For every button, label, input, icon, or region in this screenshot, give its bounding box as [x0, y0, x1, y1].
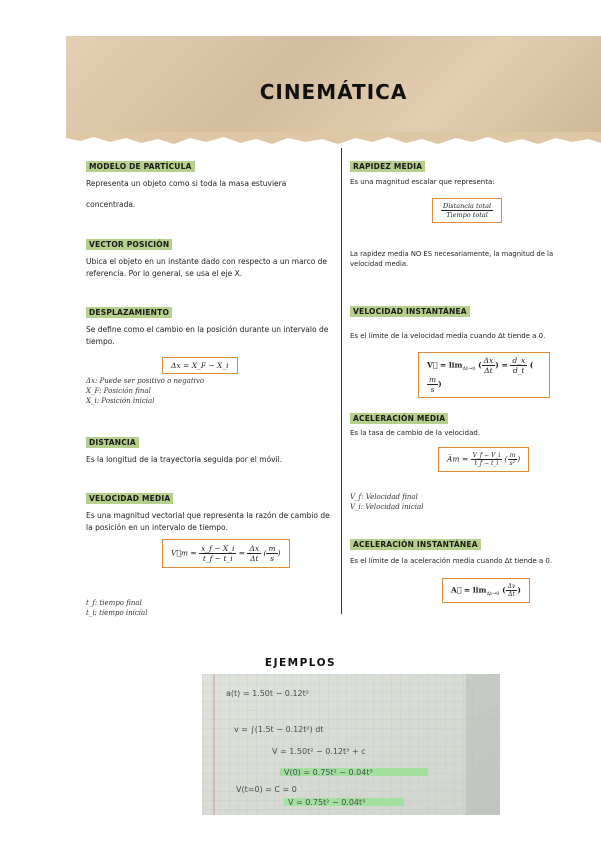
acel-media-note-2: V_i: Velocidad inicial — [350, 503, 424, 511]
modelo-text-2: concentrada. — [86, 200, 136, 209]
heading-acel-inst: ACELERACIÓN INSTANTÁNEA — [350, 539, 481, 550]
acel-media-note-1: V_f: Velocidad final — [350, 493, 418, 501]
heading-acel-media: ACELERACIÓN MEDIA — [350, 413, 448, 424]
photo-line-4: V(0) = 0.75t² − 0.04t³ — [284, 768, 373, 777]
acel-media-formula: A̅m = $\frac{V\_f - V\_i}{t\_f - t\_i}$ ( $\frac{m}{\text{s²}}$ ) — [438, 447, 529, 472]
rapidez-text-2: La rapidez media NO ES necesariamente, la magnitud de la velocidad media. — [350, 250, 554, 268]
photo-line-6: V = 0.75t² − 0.04t³ — [288, 798, 366, 807]
vel-inst-text: Es el límite de la velocidad media cuando Δt tiende a 0. — [350, 332, 546, 340]
ejemplos-title: EJEMPLOS — [264, 657, 337, 669]
torn-edge — [66, 132, 601, 146]
notebook-photo — [202, 674, 500, 815]
vector-text: Ubica el objeto en un instante dado con respecto a un marco de referencia. Por lo general, se usa el eje X. — [86, 257, 328, 278]
desplazamiento-text: Se define como el cambio en la posición durante un intervalo de tiempo. — [86, 325, 329, 346]
rapidez-formula: $\frac{\text{Distancia total}}{\text{Tiempo total}}$ — [432, 198, 502, 223]
column-divider — [341, 148, 342, 614]
distancia-text: Es la longitud de la trayectoria seguida por el móvil. — [86, 455, 283, 464]
photo-line-1: a(t) = 1.50t − 0.12t² — [226, 689, 309, 698]
heading-rapidez: RAPIDEZ MEDIA — [350, 161, 425, 172]
page-title: CINEMÁTICA — [259, 80, 408, 104]
rapidez-text: Es una magnitud escalar que representa: — [350, 178, 495, 186]
heading-desplazamiento: DESPLAZAMIENTO — [86, 307, 172, 318]
velocidad-media-note-2: t_i: tiempo inicial — [86, 609, 148, 617]
acel-media-text: Es la tasa de cambio de la velocidad. — [350, 429, 481, 437]
photo-line-5: V(t=0) = C = 0 — [236, 785, 297, 794]
modelo-text-1: Representa un objeto como si toda la masa estuviera — [86, 179, 287, 188]
desplazamiento-note-3: X_i: Posición inicial — [86, 397, 155, 405]
heading-vel-inst: VELOCIDAD INSTANTÁNEA — [350, 306, 470, 317]
heading-vector: VECTOR POSICIÓN — [86, 239, 172, 250]
velocidad-media-text: Es una magnitud vectorial que representa la razón de cambio de la posición en un intervalo de tiempo. — [86, 511, 330, 532]
desplazamiento-formula: Δx = X_F − X_i — [162, 357, 238, 374]
desplazamiento-note-1: Δx: Puede ser positivo o negativo — [86, 377, 205, 385]
velocidad-media-note-1: t_f: tiempo final — [86, 599, 142, 607]
heading-velocidad-media: VELOCIDAD MEDIA — [86, 493, 173, 504]
acel-inst-text: Es el límite de la aceleración media cuando Δt tiende a 0. — [350, 557, 553, 565]
velocidad-media-formula: V⃗m = $\frac{x\_f - X\_i}{t\_f - t\_i}$ = $\frac{\Delta x}{\Delta t}$ ( $\frac{m}{s}$ ) — [162, 539, 290, 568]
photo-line-2: v = ∫(1.5t − 0.12t²) dt — [234, 725, 324, 734]
desplazamiento-note-2: X_F: Posición final — [86, 387, 151, 395]
vel-inst-formula: V⃗ = $\lim_{\Delta t\to 0}$ ( $\frac{\Delta x}{\Delta t}$ ) = $\frac{d\_x}{d\_t}$ ( $\frac{m}{s}$ ) — [418, 352, 550, 398]
header-paper — [66, 36, 601, 136]
heading-modelo: MODELO DE PARTÍCULA — [86, 161, 195, 172]
heading-distancia: DISTANCIA — [86, 437, 139, 448]
photo-line-3: V = 1.50t² − 0.12t³ + c — [272, 747, 366, 756]
acel-inst-formula: A⃗ = $\lim_{\Delta t\to 0}$ ( $\frac{\Delta v}{\Delta t}$ ) — [442, 578, 530, 603]
